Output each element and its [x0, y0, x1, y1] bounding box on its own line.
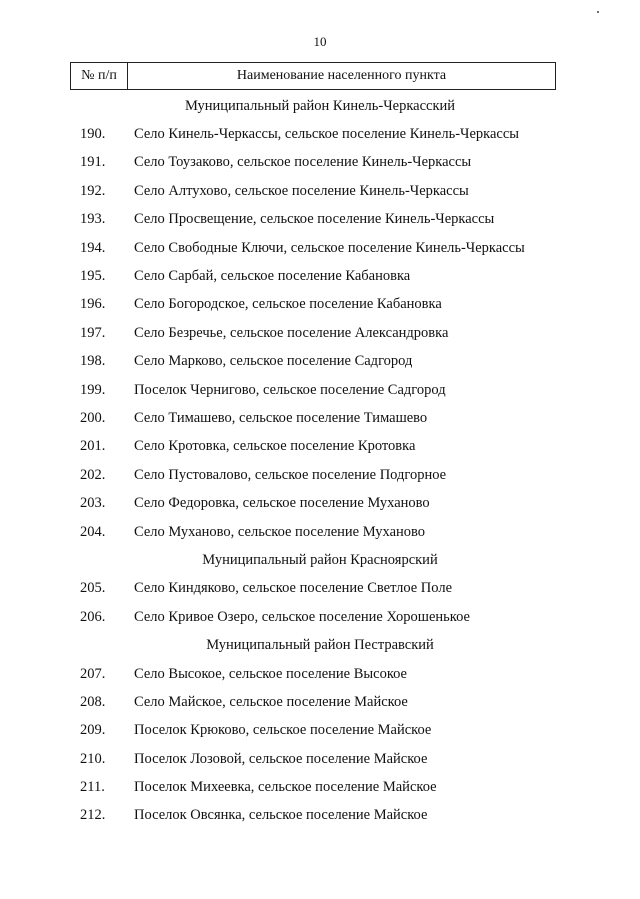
- settlement-name: Село Сарбай, сельское поселение Кабановка: [134, 268, 411, 285]
- item-number: 198.: [80, 353, 106, 370]
- settlement-name: Село Марково, сельское поселение Садгород: [134, 353, 413, 370]
- item-number: 209.: [80, 722, 106, 739]
- item-number: 205.: [80, 580, 106, 597]
- item-number: 193.: [80, 211, 106, 228]
- item-number: 208.: [80, 693, 106, 710]
- settlement-name: Село Кривое Озеро, сельское поселение Хорошенькое: [134, 608, 470, 625]
- settlement-name: Село Высокое, сельское поселение Высокое: [134, 665, 407, 682]
- settlement-name: Поселок Михеевка, сельское поселение Майское: [134, 779, 437, 796]
- settlement-name: Село Свободные Ключи, сельское поселение Кинель-Черкассы: [134, 239, 525, 256]
- item-number: 206.: [80, 608, 106, 625]
- item-number: 200.: [80, 409, 106, 426]
- column-header-name: Наименование населенного пункта: [236, 68, 447, 83]
- list-item: [0, 262, 640, 290]
- item-number: 190.: [80, 126, 106, 143]
- list-item: [0, 717, 640, 745]
- list-item: [0, 376, 640, 404]
- list-item: [0, 404, 640, 432]
- list-item: [0, 773, 640, 801]
- settlement-name: Село Муханово, сельское поселение Муханово: [134, 523, 426, 540]
- settlement-name: Поселок Крюково, сельское поселение Майское: [134, 722, 432, 739]
- settlement-name: Село Богородское, сельское поселение Кабановка: [134, 296, 442, 313]
- list-item: [0, 348, 640, 376]
- list-item: [0, 433, 640, 461]
- item-number: 195.: [80, 268, 106, 285]
- item-number: 191.: [80, 154, 106, 171]
- settlement-name: Село Кинель-Черкассы, сельское поселение Кинель-Черкассы: [134, 126, 520, 143]
- list-item: [0, 319, 640, 347]
- item-number: 199.: [80, 381, 106, 398]
- item-number: 192.: [80, 182, 106, 199]
- settlement-name: Село Кротовка, сельское поселение Кротовка: [134, 438, 416, 455]
- list-item: [0, 802, 640, 830]
- list-item: [0, 603, 640, 631]
- table-header: [70, 62, 556, 90]
- list-item: [0, 745, 640, 773]
- settlement-name: Село Просвещение, сельское поселение Кинель-Черкассы: [134, 211, 495, 228]
- list-item: [0, 234, 640, 262]
- settlement-name: Село Алтухово, сельское поселение Кинель-Черкассы: [134, 182, 469, 199]
- list-item: [0, 291, 640, 319]
- scan-speck: [597, 11, 599, 13]
- item-number: 210.: [80, 750, 106, 767]
- item-number: 196.: [80, 296, 106, 313]
- section-title: Муниципальный район Пестравский: [206, 637, 434, 654]
- section-title: Муниципальный район Красноярский: [202, 551, 438, 568]
- item-number: 204.: [80, 523, 106, 540]
- list-item: [0, 688, 640, 716]
- item-number: 207.: [80, 665, 106, 682]
- settlement-name: Село Федоровка, сельское поселение Муханово: [134, 495, 430, 512]
- settlement-name: Село Тоузаково, сельское поселение Кинель-Черкассы: [134, 154, 472, 171]
- settlement-name: Село Майское, сельское поселение Майское: [134, 693, 408, 710]
- settlement-name: Поселок Чернигово, сельское поселение Садгород: [134, 381, 446, 398]
- list-item: [0, 660, 640, 688]
- list-item: [0, 575, 640, 603]
- settlement-name: Село Пустовалово, сельское поселение Подгорное: [134, 466, 447, 483]
- list-item: [0, 489, 640, 517]
- list-item: [0, 149, 640, 177]
- column-header-number: № п/п: [71, 63, 128, 89]
- item-number: 201.: [80, 438, 106, 455]
- item-number: 194.: [80, 239, 106, 256]
- settlement-name: Поселок Лозовой, сельское поселение Майское: [134, 750, 428, 767]
- settlement-list: [0, 92, 640, 830]
- item-number: 212.: [80, 807, 106, 824]
- item-number: 203.: [80, 495, 106, 512]
- item-number: 197.: [80, 324, 106, 341]
- list-item: [0, 206, 640, 234]
- item-number: 202.: [80, 466, 106, 483]
- item-number: 211.: [80, 779, 105, 796]
- page-number: 10: [313, 34, 327, 49]
- list-item: [0, 518, 640, 546]
- list-item: [0, 120, 640, 148]
- settlement-name: Село Тимашево, сельское поселение Тимашево: [134, 409, 428, 426]
- settlement-name: Село Киндяково, сельское поселение Светлое Поле: [134, 580, 453, 597]
- list-item: [0, 461, 640, 489]
- settlement-name: Село Безречье, сельское поселение Александровка: [134, 324, 449, 341]
- section-title: Муниципальный район Кинель-Черкасский: [184, 97, 456, 114]
- list-item: [0, 177, 640, 205]
- settlement-name: Поселок Овсянка, сельское поселение Майское: [134, 807, 428, 824]
